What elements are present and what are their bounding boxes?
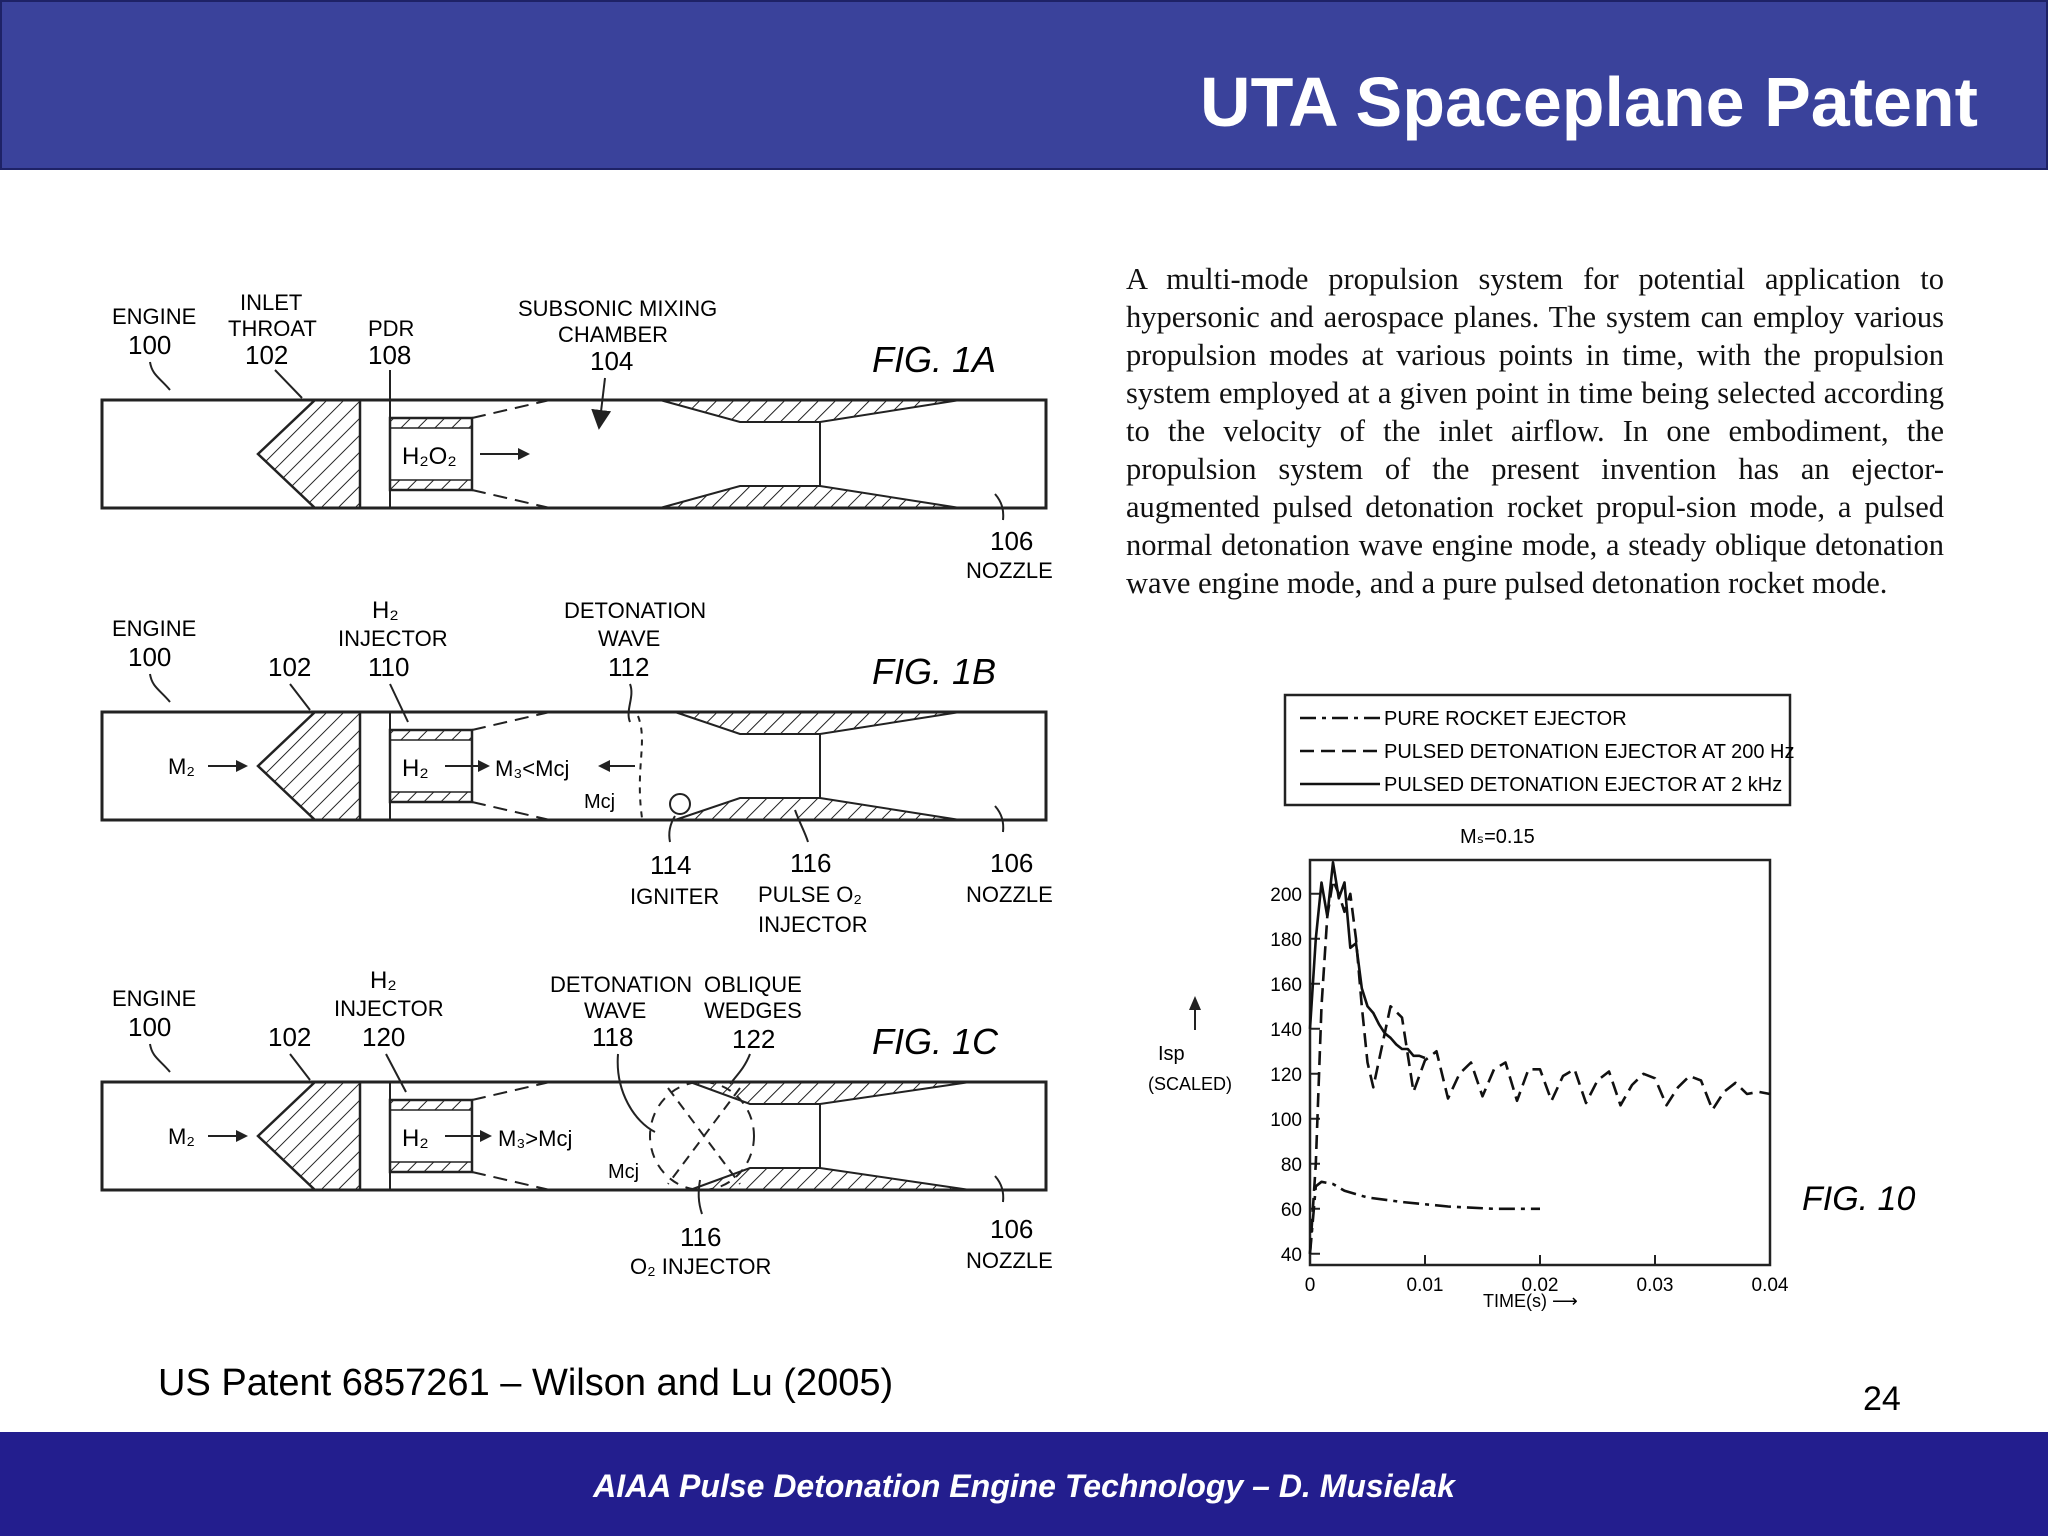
fig1b-nozzle-label: NOZZLE: [966, 882, 1053, 907]
fig1c-m3-label: M₃>Mcj: [498, 1126, 573, 1151]
fig1b-pulse-number: 116: [790, 848, 832, 878]
fig1c-mcj-label: Mcj: [608, 1161, 640, 1183]
fig1b-pulse-injector-label: INJECTOR: [758, 912, 868, 937]
fig1c-inlet-number: 102: [268, 1022, 312, 1052]
y-tick-label: 60: [1280, 1199, 1302, 1221]
patent-abstract: A multi-mode propulsion system for potential application to hypersonic and aerospace planes. The system can employ various propulsion modes at various points in time, with the propulsion system employed at a given point in time being selected according to the velocity of the inlet airflow. In one embodiment, the propulsion system of the present invention has an ejector-augmented pulsed detonation rocket propul-sion mode, a pulsed normal detonation wave engine mode, a steady oblique detonation wave engine mode, and a pure pulsed detonation rocket mode.: [1126, 262, 1944, 600]
y-tick-label: 160: [1270, 974, 1302, 996]
y-tick-label: 80: [1280, 1154, 1302, 1176]
fig1b-caption: FIG. 1B: [872, 651, 997, 692]
fig1c-injector-number: 120: [362, 1022, 406, 1052]
fig1a-inlet-number: 102: [245, 340, 289, 370]
x-tick-label: 0.02: [1521, 1275, 1559, 1296]
fig1b-nozzle-number: 106: [990, 848, 1034, 878]
fig-1b: [102, 597, 1053, 937]
fig-1a: [102, 290, 1053, 583]
chart-xlabel: TIME(s) ⟶: [1483, 1291, 1578, 1311]
fig1b-m2-label: M₂: [168, 754, 195, 779]
fig1a-gas-label: H₂O₂: [402, 443, 457, 470]
fig1b-h2-label: H₂: [402, 755, 429, 782]
fig1b-detonation-number: 112: [608, 652, 650, 682]
fig1b-wave-label: WAVE: [598, 626, 661, 651]
legend-label: PULSED DETONATION EJECTOR AT 200 Hz: [1384, 741, 1795, 763]
footer-bar: [0, 1432, 2048, 1536]
legend-label: PURE ROCKET EJECTOR: [1384, 708, 1627, 730]
series-line-1: [1310, 1182, 1540, 1254]
fig1b-injector-label: INJECTOR: [338, 626, 448, 651]
fig1c-injector-label: INJECTOR: [334, 996, 444, 1021]
fig1a-engine-number: 100: [128, 330, 172, 360]
fig1b-igniter-number: 114: [650, 850, 692, 880]
fig1a-nozzle-label: NOZZLE: [966, 558, 1053, 583]
fig1a-pdr-number: 108: [368, 340, 412, 370]
fig1a-inlet-label: INLET: [240, 290, 303, 315]
y-tick-label: 200: [1270, 884, 1302, 906]
y-tick-label: 120: [1270, 1064, 1302, 1086]
fig1c-h2-label: H₂: [402, 1125, 429, 1152]
chart-caption: FIG. 10: [1802, 1180, 1916, 1218]
fig1b-engine-number: 100: [128, 642, 172, 672]
fig1a-mixing-number: 104: [590, 346, 634, 376]
fig1a-pdr-label: PDR: [368, 316, 415, 341]
fig1c-oblique-label: OBLIQUE: [704, 972, 802, 997]
fig1b-detonation-label: DETONATION: [564, 598, 707, 623]
fig1c-nozzle-label: NOZZLE: [966, 1248, 1053, 1273]
isp-chart: [1130, 690, 1950, 1330]
series-line-3: [1310, 862, 1425, 1058]
fig1c-m2-label: M₂: [168, 1124, 195, 1149]
legend-label: PULSED DETONATION EJECTOR AT 2 kHz: [1384, 774, 1783, 796]
x-tick-label: 0.03: [1636, 1275, 1674, 1296]
fig1c-wedges-label: WEDGES: [704, 998, 802, 1023]
fig1b-igniter-label: IGNITER: [630, 884, 720, 909]
fig1b-engine-label: ENGINE: [112, 616, 197, 641]
fig1b-m3-label: M₃<Mcj: [495, 756, 570, 781]
fig1c-wave-label: WAVE: [584, 998, 647, 1023]
footer-text: AIAA Pulse Detonation Engine Technology – D. Musielak: [593, 1468, 1455, 1504]
fig1c-o2-injector-label: O₂ INJECTOR: [630, 1254, 772, 1279]
fig1b-mcj-label: Mcj: [584, 791, 616, 813]
fig1c-wedges-number: 122: [732, 1024, 776, 1054]
fig-1c: [102, 967, 1053, 1279]
y-tick-label: 140: [1270, 1019, 1302, 1041]
patent-citation: US Patent 6857261 – Wilson and Lu (2005): [158, 1362, 894, 1404]
fig1a-throat-label: THROAT: [228, 316, 317, 341]
plot-area: [1310, 860, 1770, 1265]
fig1a-mixing-label: SUBSONIC MIXING: [518, 296, 718, 321]
page-number: 24: [1863, 1380, 1901, 1418]
y-tick-label: 40: [1280, 1244, 1302, 1266]
fig1c-detonation-number: 118: [592, 1022, 634, 1052]
fig1c-o2-number: 116: [680, 1222, 722, 1252]
chart-ylabel-scaled: (SCALED): [1148, 1074, 1233, 1094]
fig1b-inlet-number: 102: [268, 652, 312, 682]
fig1a-nozzle-number: 106: [990, 526, 1034, 556]
fig1c-injector-gas: H₂: [370, 967, 397, 994]
fig1b-injector-gas: H₂: [372, 597, 399, 624]
title-bar: [0, 0, 2048, 170]
y-tick-label: 180: [1270, 929, 1302, 951]
chart-subtitle: Mₛ=0.15: [1460, 826, 1535, 848]
chart-ylabel: Isp: [1158, 1043, 1185, 1065]
fig1c-engine-number: 100: [128, 1012, 172, 1042]
fig1c-nozzle-number: 106: [990, 1214, 1034, 1244]
y-tick-label: 100: [1270, 1109, 1302, 1131]
engine-figures: [90, 280, 1070, 1310]
fig1c-caption: FIG. 1C: [872, 1021, 999, 1062]
fig1a-chamber-label: CHAMBER: [558, 322, 669, 347]
fig1c-detonation-label: DETONATION: [550, 972, 693, 997]
fig1b-injector-number: 110: [368, 652, 410, 682]
x-tick-label: 0.01: [1406, 1275, 1444, 1296]
fig1a-engine-label: ENGINE: [112, 304, 197, 329]
fig1c-engine-label: ENGINE: [112, 986, 197, 1011]
fig1a-caption: FIG. 1A: [872, 339, 997, 380]
slide-title: UTA Spaceplane Patent: [1200, 63, 1978, 141]
x-tick-label: 0: [1304, 1275, 1316, 1296]
fig1b-pulse-label: PULSE O₂: [758, 882, 862, 907]
x-tick-label: 0.04: [1751, 1275, 1789, 1296]
